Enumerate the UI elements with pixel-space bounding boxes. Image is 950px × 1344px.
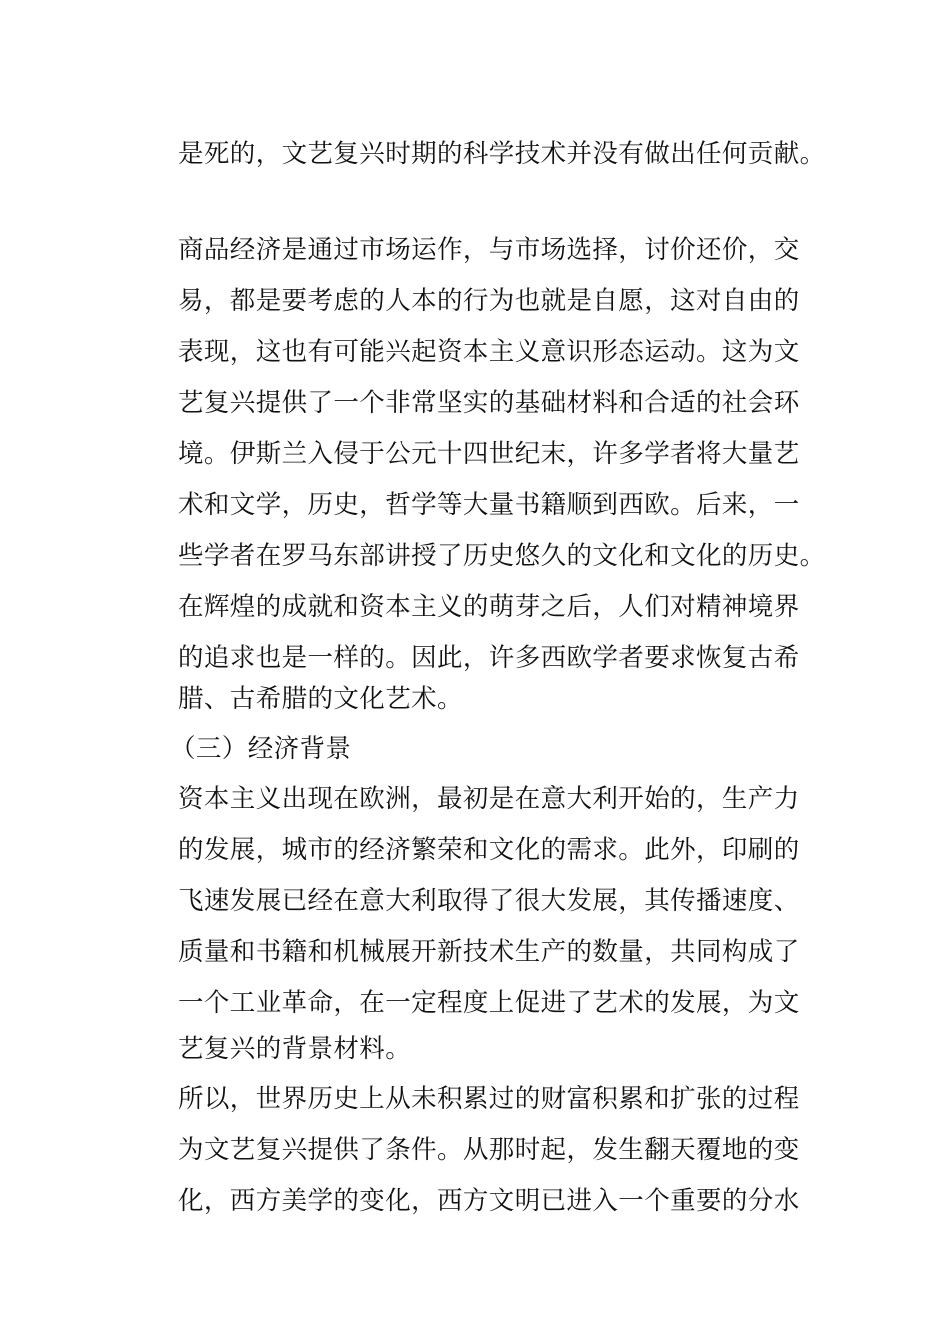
text-line-6: 境。伊斯兰入侵于公元十四世纪末，许多学者将大量艺 [178, 439, 800, 469]
text-line-19: 所以，世界历史上从未积累过的财富积累和扩张的过程 [178, 1084, 800, 1114]
text-line-14: 的发展，城市的经济繁荣和文化的需求。此外，印刷的 [178, 835, 800, 865]
text-line-2: 商品经济是通过市场运作，与市场选择，讨价还价，交 [178, 235, 800, 265]
text-line-5: 艺复兴提供了一个非常坚实的基础材料和合适的社会环 [178, 388, 800, 418]
text-line-9: 在辉煌的成就和资本主义的萌芽之后，人们对精神境界 [178, 592, 800, 622]
text-line-17: 一个工业革命，在一定程度上促进了艺术的发展，为文 [178, 988, 800, 1018]
text-line-15: 飞速发展已经在意大利取得了很大发展，其传播速度、 [178, 886, 800, 916]
text-line-8: 些学者在罗马东部讲授了历史悠久的文化和文化的历史。 [178, 541, 826, 571]
text-line-13: 资本主义出现在欧洲，最初是在意大利开始的，生产力 [178, 784, 800, 814]
text-line-10: 的追求也是一样的。因此，许多西欧学者要求恢复古希 [178, 643, 800, 673]
text-line-21: 化，西方美学的变化，西方文明已进入一个重要的分水 [178, 1186, 800, 1216]
section-heading: （三）经济背景 [170, 734, 352, 764]
text-line-4: 表现，这也有可能兴起资本主义意识形态运动。这为文 [178, 337, 800, 367]
text-line-7: 术和文学，历史，哲学等大量书籍顺到西欧。后来，一 [178, 490, 800, 520]
text-line-20: 为文艺复兴提供了条件。从那时起，发生翻天覆地的变 [178, 1135, 800, 1165]
text-line-18: 艺复兴的背景材料。 [178, 1034, 412, 1064]
text-line-11: 腊、古希腊的文化艺术。 [178, 684, 463, 714]
text-line-3: 易，都是要考虑的人本的行为也就是自愿，这对自由的 [178, 286, 800, 316]
text-line-1: 是死的，文艺复兴时期的科学技术并没有做出任何贡献。 [178, 139, 826, 169]
text-line-16: 质量和书籍和机械展开新技术生产的数量，共同构成了 [178, 937, 800, 967]
